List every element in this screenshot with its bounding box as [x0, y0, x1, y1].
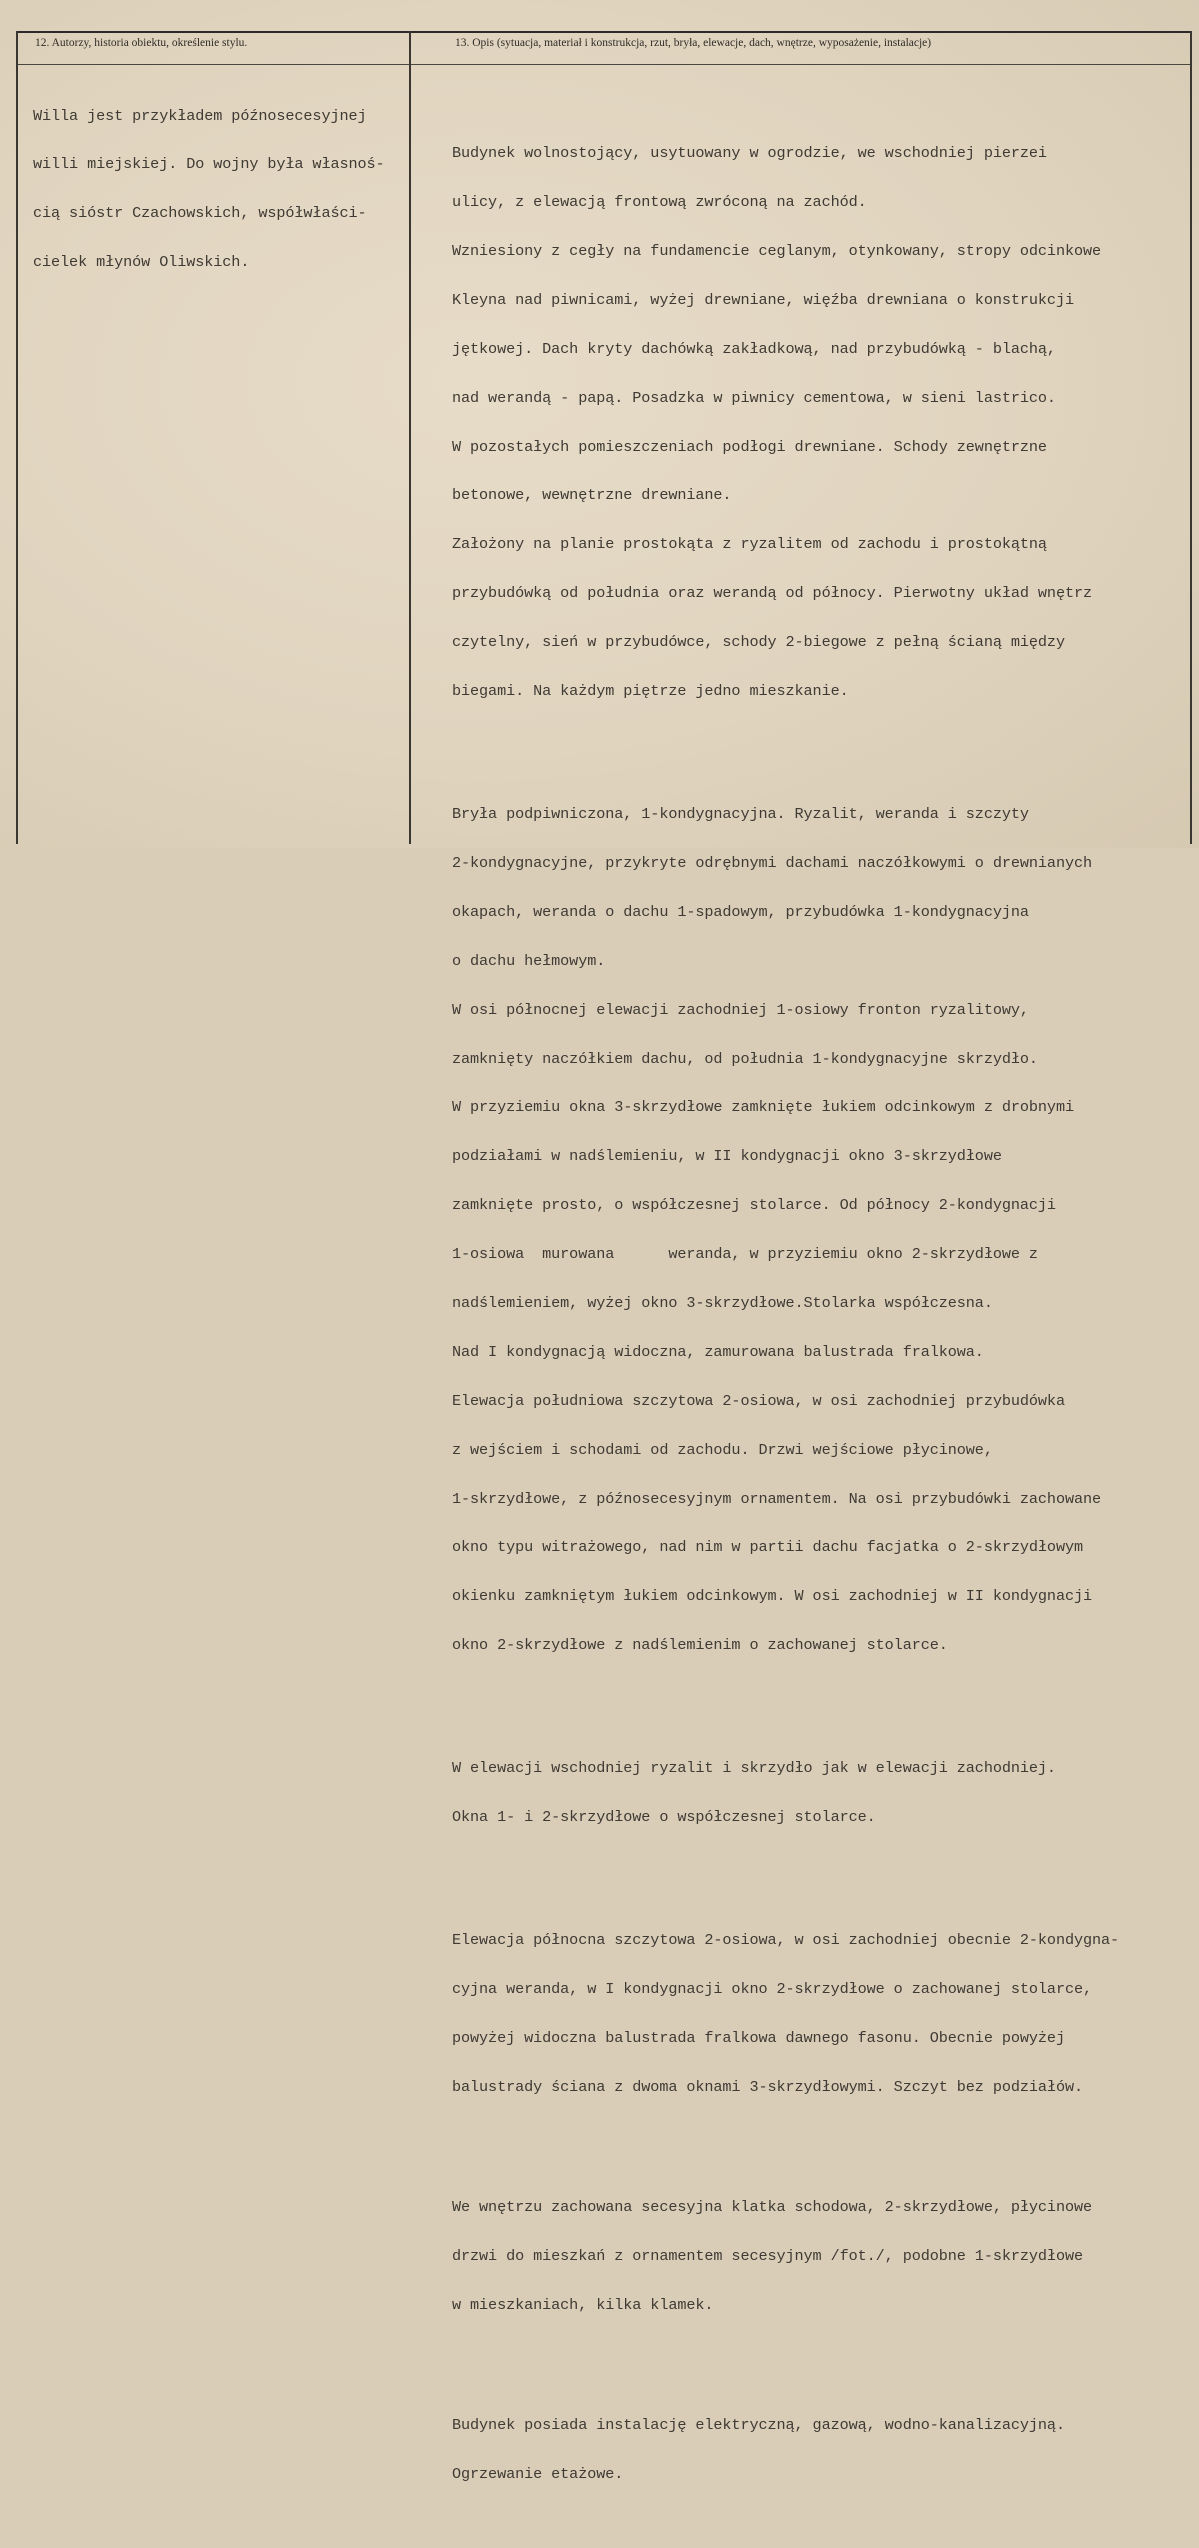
column-divider	[409, 31, 411, 844]
text-line: Elewacja południowa szczytowa 2-osiowa, w osi zachodniej przybudówka	[452, 1391, 1065, 1410]
text-line: biegami. Na każdym piętrze jedno mieszkanie.	[452, 681, 849, 700]
text-line: jętkowej. Dach kryty dachówką zakładkową, nad przybudówką - blachą,	[452, 339, 1056, 358]
text-line: balustrady ściana z dwoma oknami 3-skrzydłowymi. Szczyt bez podziałów.	[452, 2077, 1083, 2096]
paragraph-elevations	[452, 773, 1119, 1686]
section-13-header: 13. Opis (sytuacja, materiał i konstrukcja, rzut, bryła, elewacje, dach, wnętrze, wyposażenie, instalacje)	[455, 37, 932, 49]
text-line: betonowe, wewnętrzne drewniane.	[452, 486, 732, 505]
text-line: nad werandą - papą. Posadzka w piwnicy cementowa, w sieni lastrico.	[452, 388, 1056, 407]
paragraph-intro	[452, 113, 1119, 732]
header-underline	[16, 64, 1191, 65]
text-line: Wzniesiony z cegły na fundamencie ceglanym, otynkowany, stropy odcinkowe	[452, 241, 1102, 260]
text-line: 1-osiowa murowana weranda, w przyziemiu okno 2-skrzydłowe z	[452, 1245, 1038, 1264]
text-line: 2-kondygnacyjne, przykryte odrębnymi dachami naczółkowymi o drewnianych	[452, 853, 1092, 872]
text-line: We wnętrzu zachowana secesyjna klatka schodowa, 2-skrzydłowe, płycinowe	[452, 2198, 1092, 2216]
paragraph-interior	[452, 2166, 1119, 2345]
left-border	[16, 31, 18, 844]
text-line: zamknięte prosto, o współczesnej stolarce. Od północy 2-kondygnacji	[452, 1196, 1056, 1215]
text-line: drzwi do mieszkań z ornamentem secesyjnym /fot./, podobne 1-skrzydłowe	[452, 2246, 1083, 2265]
paragraph-installations	[452, 2384, 1119, 2514]
text-line: ulicy, z elewacją frontową zwróconą na zachód.	[452, 193, 867, 212]
right-border	[1190, 31, 1192, 844]
text-line: Założony na planie prostokąta z ryzalitem od zachodu i prostokątną	[452, 535, 1047, 554]
top-rule	[16, 31, 1191, 33]
section-12-header: 12. Autorzy, historia obiektu, określenie stylu.	[35, 37, 248, 49]
text-line: W przyziemiu okna 3-skrzydłowe zamknięte łukiem odcinkowym z drobnymi	[452, 1098, 1074, 1117]
text-line: okienku zamkniętym łukiem odcinkowym. W osi zachodniej w II kondygnacji	[452, 1587, 1092, 1606]
text-line: Kleyna nad piwnicami, wyżej drewniane, więźba drewniana o konstrukcji	[452, 290, 1074, 309]
text-line: Budynek wolnostojący, usytuowany w ogrodzie, we wschodniej pierzei	[452, 144, 1047, 163]
text-line: Okna 1- i 2-skrzydłowe o współczesnej stolarce.	[452, 1808, 876, 1827]
text-line: zamknięty naczółkiem dachu, od południa 1-kondygnacyjne skrzydło.	[452, 1049, 1038, 1068]
text-line: powyżej widoczna balustrada fralkowa dawnego fasonu. Obecnie powyżej	[452, 2029, 1065, 2048]
text-line: W elewacji wschodniej ryzalit i skrzydło jak w elewacji zachodniej.	[452, 1759, 1056, 1778]
paragraph-east-elevation	[452, 1728, 1119, 1858]
text-line: 1-skrzydłowe, z późnosecesyjnym ornamentem. Na osi przybudówki zachowane	[452, 1489, 1102, 1508]
text-line: Elewacja północna szczytowa 2-osiowa, w osi zachodniej obecnie 2-kondygna-	[452, 1931, 1120, 1950]
right-column-text	[452, 80, 1119, 2547]
text-line: cią sióstr Czachowskich, współwłaści-	[33, 204, 367, 223]
text-line: cyjna weranda, w I kondygnacji okno 2-skrzydłowe o zachowanej stolarce,	[452, 1980, 1092, 1999]
text-line: czytelny, sień w przybudówce, schody 2-biegowe z pełną ścianą między	[452, 633, 1065, 652]
text-line: o dachu hełmowym.	[452, 951, 606, 970]
text-line: Budynek posiada instalację elektryczną, gazową, wodno-kanalizacyjną.	[452, 2415, 1065, 2434]
text-line: przybudówką od południa oraz werandą od północy. Pierwotny układ wnętrz	[452, 584, 1092, 603]
text-line: w mieszkaniach, kilka klamek.	[452, 2295, 714, 2314]
text-line: okno 2-skrzydłowe z nadślemienim o zachowanej stolarce.	[452, 1636, 948, 1655]
left-column-text	[33, 75, 385, 303]
text-line: Willa jest przykładem późnosecesyjnej	[33, 106, 367, 125]
text-line: W osi północnej elewacji zachodniej 1-osiowy fronton ryzalitowy,	[452, 1000, 1029, 1019]
text-line: cielek młynów Oliwskich.	[33, 253, 250, 272]
text-line: nadślemieniem, wyżej okno 3-skrzydłowe.Stolarka współczesna.	[452, 1293, 993, 1312]
text-line: podziałami w nadślemieniu, w II kondygnacji okno 3-skrzydłowe	[452, 1147, 1002, 1166]
text-line: okapach, weranda o dachu 1-spadowym, przybudówka 1-kondygnacyjna	[452, 902, 1029, 921]
text-line: Ogrzewanie etażowe.	[452, 2464, 624, 2483]
paragraph-north-elevation	[452, 1900, 1119, 2128]
text-line: W pozostałych pomieszczeniach podłogi drewniane. Schody zewnętrzne	[452, 437, 1047, 456]
text-line: willi miejskiej. Do wojny była własnoś-	[33, 155, 385, 174]
text-line: Bryła podpiwniczona, 1-kondygnacyjna. Ryzalit, weranda i szczyty	[452, 805, 1029, 824]
text-line: z wejściem i schodami od zachodu. Drzwi wejściowe płycinowe,	[452, 1440, 993, 1459]
text-line: okno typu witrażowego, nad nim w partii dachu facjatka o 2-skrzydłowym	[452, 1538, 1083, 1557]
text-line: Nad I kondygnacją widoczna, zamurowana balustrada fralkowa.	[452, 1342, 984, 1361]
